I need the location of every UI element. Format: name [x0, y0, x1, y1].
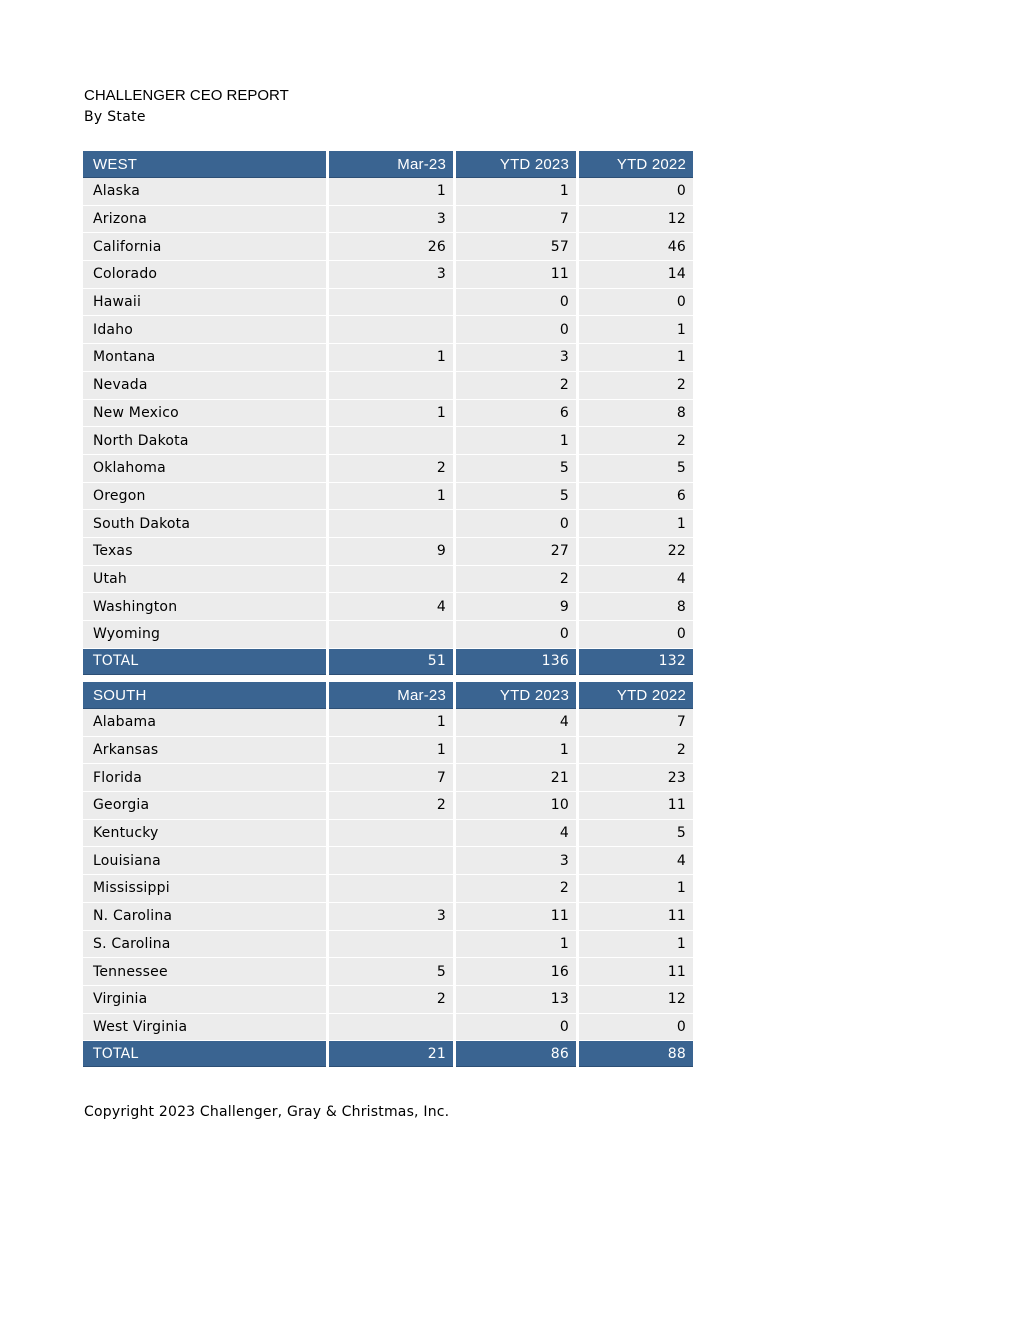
table-row: [83, 206, 693, 234]
table-row: [83, 372, 693, 400]
mar23-cell: [329, 1014, 453, 1042]
state-name-cell: Virginia: [83, 986, 326, 1014]
ytd2023-cell: 1: [456, 737, 576, 765]
ytd2023-cell: 4: [456, 820, 576, 848]
column-header-ytd2022: YTD 2022: [579, 151, 693, 178]
mar23-cell: [329, 820, 453, 848]
ytd2022-cell: 0: [579, 178, 693, 206]
ytd2022-cell: 0: [579, 1014, 693, 1042]
state-name-cell: Colorado: [83, 261, 326, 289]
mar23-cell: 2: [329, 986, 453, 1014]
mar23-cell: [329, 427, 453, 455]
state-name-cell: Texas: [83, 538, 326, 566]
table-row: [83, 233, 693, 261]
column-header-mar23: Mar-23: [329, 151, 453, 178]
table-row: [83, 538, 693, 566]
mar23-cell: 5: [329, 958, 453, 986]
table-row: [83, 427, 693, 455]
mar23-cell: 1: [329, 709, 453, 737]
ytd2023-cell: 0: [456, 316, 576, 344]
ytd2023-cell: 21: [456, 764, 576, 792]
ytd2022-cell: 8: [579, 400, 693, 428]
mar23-cell: 4: [329, 593, 453, 621]
ytd2022-cell: 12: [579, 986, 693, 1014]
column-header-ytd2023: YTD 2023: [456, 682, 576, 709]
mar23-cell: 3: [329, 206, 453, 234]
mar23-cell: 1: [329, 400, 453, 428]
mar23-cell: 26: [329, 233, 453, 261]
column-header-state: WEST: [83, 151, 326, 178]
table-row: [83, 737, 693, 765]
ytd2023-cell: 3: [456, 344, 576, 372]
mar23-cell: [329, 847, 453, 875]
mar23-cell: 7: [329, 764, 453, 792]
table-row: [83, 593, 693, 621]
mar23-cell: [329, 510, 453, 538]
ytd2023-cell: 5: [456, 483, 576, 511]
ytd2022-cell: 11: [579, 792, 693, 820]
mar23-cell: 3: [329, 261, 453, 289]
table-row: [83, 958, 693, 986]
total-ytd2023-cell: 136: [456, 649, 576, 675]
ytd2023-cell: 13: [456, 986, 576, 1014]
ytd2023-cell: 27: [456, 538, 576, 566]
ytd2022-cell: 0: [579, 621, 693, 649]
ytd2023-cell: 2: [456, 566, 576, 594]
table-row: [83, 903, 693, 931]
west-region-table: [80, 151, 696, 675]
total-ytd2023-cell: 86: [456, 1041, 576, 1067]
ytd2022-cell: 7: [579, 709, 693, 737]
table-header-row: [83, 682, 693, 709]
mar23-cell: 1: [329, 178, 453, 206]
table-row: [83, 289, 693, 317]
ytd2022-cell: 1: [579, 316, 693, 344]
state-name-cell: West Virginia: [83, 1014, 326, 1042]
ytd2023-cell: 5: [456, 455, 576, 483]
table-row: [83, 510, 693, 538]
column-header-mar23: Mar-23: [329, 682, 453, 709]
ytd2023-cell: 10: [456, 792, 576, 820]
ytd2023-cell: 4: [456, 709, 576, 737]
mar23-cell: [329, 621, 453, 649]
mar23-cell: [329, 316, 453, 344]
table-row: [83, 316, 693, 344]
state-name-cell: Alabama: [83, 709, 326, 737]
table-row: [83, 820, 693, 848]
table-row: [83, 621, 693, 649]
ytd2022-cell: 11: [579, 903, 693, 931]
state-name-cell: California: [83, 233, 326, 261]
ytd2022-cell: 4: [579, 847, 693, 875]
state-name-cell: Tennessee: [83, 958, 326, 986]
ytd2023-cell: 0: [456, 510, 576, 538]
ytd2022-cell: 6: [579, 483, 693, 511]
table-row: [83, 178, 693, 206]
ytd2022-cell: 4: [579, 566, 693, 594]
ytd2022-cell: 2: [579, 372, 693, 400]
ytd2022-cell: 5: [579, 455, 693, 483]
table-row: [83, 261, 693, 289]
state-name-cell: New Mexico: [83, 400, 326, 428]
state-name-cell: Kentucky: [83, 820, 326, 848]
ytd2022-cell: 11: [579, 958, 693, 986]
state-name-cell: Montana: [83, 344, 326, 372]
ytd2023-cell: 0: [456, 289, 576, 317]
mar23-cell: [329, 372, 453, 400]
ytd2023-cell: 57: [456, 233, 576, 261]
mar23-cell: 3: [329, 903, 453, 931]
state-name-cell: South Dakota: [83, 510, 326, 538]
ytd2022-cell: 12: [579, 206, 693, 234]
column-header-ytd2023: YTD 2023: [456, 151, 576, 178]
ytd2022-cell: 2: [579, 427, 693, 455]
ytd2022-cell: 14: [579, 261, 693, 289]
state-name-cell: Georgia: [83, 792, 326, 820]
ytd2022-cell: 0: [579, 289, 693, 317]
table-row: [83, 566, 693, 594]
ytd2022-cell: 22: [579, 538, 693, 566]
state-name-cell: S. Carolina: [83, 931, 326, 959]
state-name-cell: Arizona: [83, 206, 326, 234]
state-name-cell: Wyoming: [83, 621, 326, 649]
ytd2022-cell: 1: [579, 875, 693, 903]
mar23-cell: [329, 289, 453, 317]
state-name-cell: Alaska: [83, 178, 326, 206]
state-name-cell: Oklahoma: [83, 455, 326, 483]
ytd2023-cell: 7: [456, 206, 576, 234]
total-label: TOTAL: [83, 1041, 326, 1067]
ytd2023-cell: 1: [456, 178, 576, 206]
total-mar23-cell: 21: [329, 1041, 453, 1067]
ytd2022-cell: 1: [579, 931, 693, 959]
table-row: [83, 847, 693, 875]
ytd2023-cell: 11: [456, 903, 576, 931]
total-label: TOTAL: [83, 649, 326, 675]
ytd2022-cell: 1: [579, 344, 693, 372]
state-name-cell: North Dakota: [83, 427, 326, 455]
state-name-cell: Washington: [83, 593, 326, 621]
south-region-table: [80, 682, 696, 1067]
mar23-cell: 1: [329, 483, 453, 511]
table-row: [83, 1014, 693, 1042]
mar23-cell: 9: [329, 538, 453, 566]
table-row: [83, 931, 693, 959]
total-ytd2022-cell: 88: [579, 1041, 693, 1067]
mar23-cell: 2: [329, 792, 453, 820]
table-row: [83, 455, 693, 483]
ytd2023-cell: 11: [456, 261, 576, 289]
column-header-ytd2022: YTD 2022: [579, 682, 693, 709]
ytd2023-cell: 6: [456, 400, 576, 428]
mar23-cell: 2: [329, 455, 453, 483]
total-mar23-cell: 51: [329, 649, 453, 675]
state-name-cell: Idaho: [83, 316, 326, 344]
ytd2023-cell: 2: [456, 372, 576, 400]
state-name-cell: N. Carolina: [83, 903, 326, 931]
ytd2023-cell: 0: [456, 1014, 576, 1042]
report-title: CHALLENGER CEO REPORT: [84, 87, 289, 104]
state-name-cell: Nevada: [83, 372, 326, 400]
ytd2022-cell: 23: [579, 764, 693, 792]
table-row: [83, 764, 693, 792]
state-name-cell: Arkansas: [83, 737, 326, 765]
mar23-cell: [329, 566, 453, 594]
state-name-cell: Oregon: [83, 483, 326, 511]
mar23-cell: 1: [329, 737, 453, 765]
ytd2022-cell: 5: [579, 820, 693, 848]
table-header-row: [83, 151, 693, 178]
ytd2022-cell: 2: [579, 737, 693, 765]
ytd2022-cell: 46: [579, 233, 693, 261]
ytd2023-cell: 9: [456, 593, 576, 621]
table-row: [83, 986, 693, 1014]
table-row: [83, 709, 693, 737]
copyright-notice: Copyright 2023 Challenger, Gray & Christmas, Inc.: [84, 1104, 450, 1120]
table-row: [83, 483, 693, 511]
ytd2023-cell: 1: [456, 931, 576, 959]
state-name-cell: Louisiana: [83, 847, 326, 875]
mar23-cell: 1: [329, 344, 453, 372]
ytd2023-cell: 3: [456, 847, 576, 875]
state-name-cell: Mississippi: [83, 875, 326, 903]
ytd2023-cell: 1: [456, 427, 576, 455]
ytd2022-cell: 1: [579, 510, 693, 538]
total-row: [83, 649, 693, 675]
state-name-cell: Hawaii: [83, 289, 326, 317]
ytd2023-cell: 16: [456, 958, 576, 986]
column-header-state: SOUTH: [83, 682, 326, 709]
mar23-cell: [329, 875, 453, 903]
table-row: [83, 344, 693, 372]
ytd2023-cell: 2: [456, 875, 576, 903]
ytd2023-cell: 0: [456, 621, 576, 649]
mar23-cell: [329, 931, 453, 959]
table-row: [83, 875, 693, 903]
total-row: [83, 1041, 693, 1067]
table-row: [83, 792, 693, 820]
report-subtitle: By State: [84, 109, 146, 125]
total-ytd2022-cell: 132: [579, 649, 693, 675]
state-name-cell: Florida: [83, 764, 326, 792]
ytd2022-cell: 8: [579, 593, 693, 621]
state-name-cell: Utah: [83, 566, 326, 594]
table-row: [83, 400, 693, 428]
